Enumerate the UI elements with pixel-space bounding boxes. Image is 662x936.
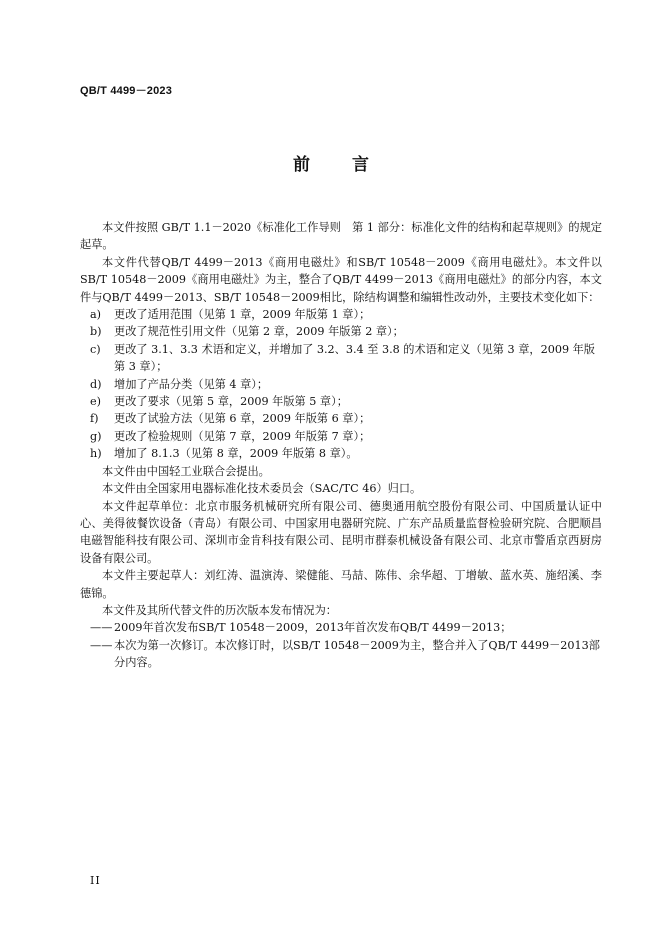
list-item xyxy=(80,376,602,393)
document-code: QB/T 4499－2023 xyxy=(80,85,173,97)
paragraph-proposer: 本文件由中国轻工业联合会提出。 xyxy=(102,464,270,478)
list-item xyxy=(80,428,602,445)
list-item-text: 更改了适用范围（见第 1 章，2009 年版第 1 章）； xyxy=(114,308,371,322)
list-item-text: 更改了检验规则（见第 7 章，2009 年版第 7 章）； xyxy=(114,429,371,443)
changes-list xyxy=(80,306,602,463)
history-item xyxy=(80,637,602,672)
list-item xyxy=(80,306,602,323)
foreword-body xyxy=(80,219,602,672)
list-marker: c) xyxy=(90,342,101,356)
list-marker: a) xyxy=(90,308,102,322)
history-item-text: 本次为第一次修订。本次修订时，以SB/T 10548－2009为主，整合并入了QB/T 4499－2013部分内容。 xyxy=(114,638,600,670)
page-number: II xyxy=(90,874,101,887)
list-marker: g) xyxy=(90,429,102,443)
list-marker: d) xyxy=(90,377,102,391)
list-item xyxy=(80,410,602,427)
paragraph-drafters: 本文件主要起草人：刘红涛、温演涛、梁健能、马喆、陈伟、余华超、丁增敏、蓝水英、施绍溪、李德锦。 xyxy=(80,569,602,600)
list-item-text: 更改了试验方法（见第 6 章，2009 年版第 6 章）； xyxy=(114,412,371,426)
paragraph-replacement: 本文件代替QB/T 4499－2013《商用电磁灶》和SB/T 10548－2009《商用电磁灶》。本文件以SB/T 10548－2009《商用电磁灶》为主，整合了QB/T 4499－2013《商用电磁灶》的部分内容，本文件与QB/T 4499－2013、SB/T 10548－2009相比，除结构调整和编辑性改动外，主要技术变化如下： xyxy=(80,255,602,304)
list-item-text: 更改了规范性引用文件（见第 2 章，2009 年版第 2 章）； xyxy=(114,325,404,339)
dash-marker: —— xyxy=(90,638,113,652)
list-item-text: 增加了产品分类（见第 4 章）； xyxy=(114,377,269,391)
list-item-text: 更改了要求（见第 5 章，2009 年版第 5 章）； xyxy=(114,395,348,409)
history-list xyxy=(80,619,602,671)
list-item xyxy=(80,341,602,376)
paragraph-drafting-rules: 本文件按照 GB/T 1.1－2020《标准化工作导则 第 1 部分：标准化文件的结构和起草规则》的规定起草。 xyxy=(80,221,602,252)
list-marker: e) xyxy=(90,395,101,409)
list-marker: h) xyxy=(90,447,102,461)
list-marker: b) xyxy=(90,325,102,339)
paragraph-drafting-units: 本文件起草单位：北京市服务机械研究所有限公司、德奥通用航空股份有限公司、中国质量认证中心、美得彼餐饮设备（青岛）有限公司、中国家用电器研究院、广东产品质量监督检验研究院、合肥顺昌电磁智能科技有限公司、深圳市金肯科技有限公司、昆明市群泰机械设备有限公司、北京市警盾京西厨房设备有限公司。 xyxy=(80,499,602,565)
list-item xyxy=(80,323,602,340)
list-marker: f) xyxy=(90,412,99,426)
paragraph-history-intro: 本文件及其所代替文件的历次版本发布情况为： xyxy=(102,603,337,617)
history-item xyxy=(80,619,602,636)
list-item-text: 更改了 3.1、3.3 术语和定义，并增加了 3.2、3.4 至 3.8 的术语和定义（见第 3 章，2009 年版第 3 章）； xyxy=(114,342,595,374)
paragraph-committee: 本文件由全国家用电器标准化技术委员会（SAC/TC 46）归口。 xyxy=(102,482,422,496)
list-item xyxy=(80,393,602,410)
list-item-text: 增加了 8.1.3（见第 8 章，2009 年版第 8 章）。 xyxy=(114,447,358,461)
page-title: 前 言 xyxy=(293,155,387,175)
history-item-text: 2009年首次发布SB/T 10548－2009，2013年首次发布QB/T 4499－2013； xyxy=(114,621,512,635)
dash-marker: —— xyxy=(90,621,113,635)
list-item xyxy=(80,445,602,462)
